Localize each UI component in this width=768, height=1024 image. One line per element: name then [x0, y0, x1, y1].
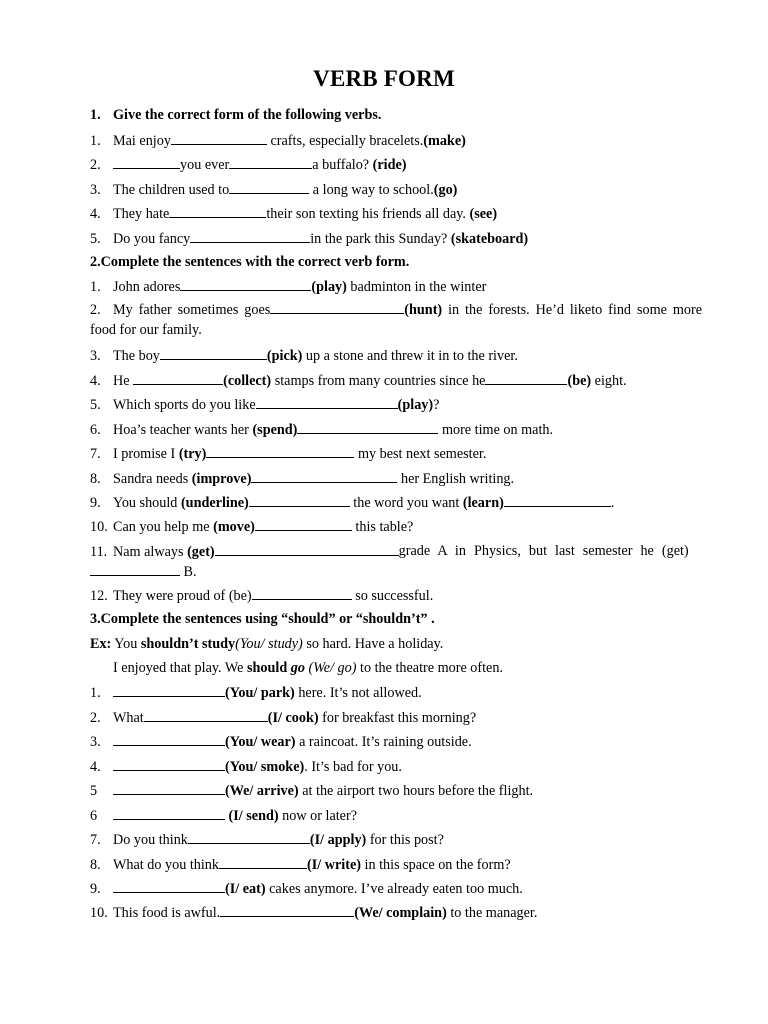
list-item: 2. What (I/ cook) for breakfast this morning?	[90, 710, 477, 726]
answer-blank	[270, 300, 404, 314]
answer-blank	[113, 757, 225, 771]
example-2: I enjoyed that play. We should go (We/ go) to the theatre more often.	[113, 660, 503, 676]
answer-blank	[113, 683, 225, 697]
answer-blank	[113, 781, 225, 795]
answer-blank	[256, 395, 398, 409]
answer-blank	[252, 586, 352, 600]
list-item: 3. (You/ wear) a raincoat. It’s raining outside.	[90, 734, 472, 750]
answer-blank	[206, 444, 354, 458]
answer-blank	[251, 469, 397, 483]
answer-blank	[171, 131, 267, 145]
list-item-continued: B.	[90, 562, 702, 581]
list-item: 9. (I/ eat) cakes anymore. I’ve already eaten too much.	[90, 881, 523, 897]
answer-blank	[255, 517, 352, 531]
answer-blank	[180, 277, 311, 291]
list-item: 4. They hate their son texting his friends all day. (see)	[90, 206, 498, 222]
list-item: 1. Mai enjoy crafts, especially bracelets.(make)	[90, 133, 466, 149]
list-item: 3. The children used to a long way to school.(go)	[90, 182, 458, 198]
page-title: VERB FORM	[313, 66, 455, 91]
answer-blank	[113, 806, 225, 820]
answer-blank	[169, 204, 266, 218]
answer-blank	[229, 155, 312, 169]
list-item: 5 (We/ arrive) at the airport two hours before the flight.	[90, 783, 534, 799]
list-item: 3. The boy (pick) up a stone and threw it in to the river.	[90, 348, 518, 364]
answer-blank	[229, 180, 309, 194]
list-item: 7. Do you think (I/ apply) for this post?	[90, 832, 444, 848]
section-1-heading: 1. Give the correct form of the following verbs.	[90, 107, 382, 123]
answer-blank	[113, 732, 225, 746]
answer-blank	[113, 155, 180, 169]
example-1: Ex: You shouldn’t study(You/ study) so hard. Have a holiday.	[90, 636, 444, 652]
answer-blank	[220, 903, 354, 917]
list-item: 5. Do you fancy in the park this Sunday? (skateboard)	[90, 231, 529, 247]
list-item: 1. (You/ park) here. It’s not allowed.	[90, 685, 422, 701]
list-item: 4. He (collect) stamps from many countries since he (be) eight.	[90, 373, 627, 389]
answer-blank	[160, 346, 267, 360]
list-item: 12. They were proud of (be) so successful.	[90, 588, 434, 604]
answer-blank	[113, 879, 225, 893]
list-item: 5. Which sports do you like (play)?	[90, 397, 440, 413]
answer-blank	[485, 371, 567, 385]
answer-blank	[190, 229, 310, 243]
list-item: 11. Nam always (get) grade A in Physics, but last semester he (get)	[90, 543, 689, 560]
list-item: 6. Hoa’s teacher wants her (spend) more time on math.	[90, 422, 554, 438]
answer-blank	[215, 542, 399, 556]
answer-blank	[504, 493, 611, 507]
list-item: 2. you ever a buffalo? (ride)	[90, 157, 407, 173]
list-item: 10. This food is awful. (We/ complain) to the manager.	[90, 905, 538, 921]
answer-blank	[188, 830, 310, 844]
list-item: 8. What do you think (I/ write) in this space on the form?	[90, 857, 511, 873]
list-item: 9. You should (underline) the word you want (learn) .	[90, 495, 615, 511]
answer-blank	[90, 562, 180, 576]
section-2-heading: 2.Complete the sentences with the correct verb form.	[90, 254, 410, 270]
list-item: 7. I promise I (try) my best next semester.	[90, 446, 487, 462]
answer-blank	[144, 708, 268, 722]
list-item: 1. John adores (play) badminton in the winter	[90, 279, 487, 295]
list-item: 6 (I/ send) now or later?	[90, 808, 358, 824]
list-item: 2. My father sometimes goes (hunt) in the forests. He’d liketo find some more food for our family.	[90, 302, 702, 338]
answer-blank	[219, 855, 307, 869]
answer-blank	[297, 420, 438, 434]
answer-blank	[133, 371, 223, 385]
list-item: 10. Can you help me (move) this table?	[90, 519, 414, 535]
section-3-heading: 3.Complete the sentences using “should” or “shouldn’t” .	[90, 611, 435, 627]
list-item: 4. (You/ smoke). It’s bad for you.	[90, 759, 402, 775]
answer-blank	[249, 493, 350, 507]
list-item: 8. Sandra needs (improve) her English writing.	[90, 471, 515, 487]
